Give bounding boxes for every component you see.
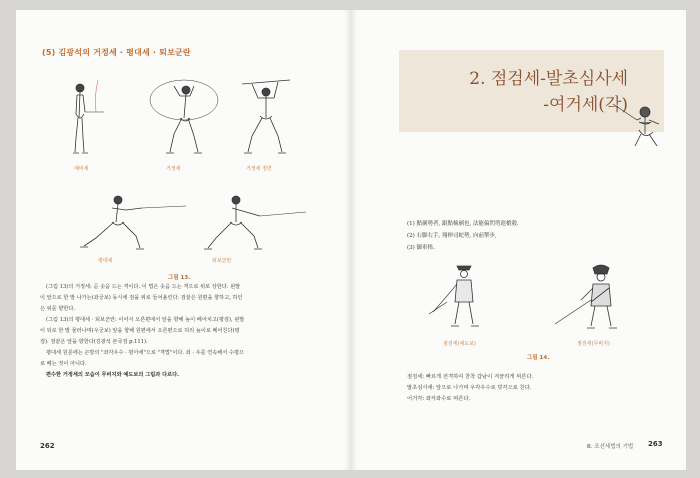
figure-toebogunran [202,190,312,252]
figure-geojeongse [144,78,219,158]
page-number: 262 [40,442,55,450]
figure-geojeongse-front [238,76,293,158]
explanations [407,372,533,405]
paragraph: (그림 13)의 평대세 · 퇴보군란: 이어서 오른편에서 앞을 향해 높이 베어치고(평검), 왼발 [46,317,245,323]
left-page [16,10,351,470]
paragraph: 이 앞으로 한 발 나가는(좌궁보) 동시에 검을 위로 들어올린다. 검끝은 원편을 향하고, 하인 [40,295,243,301]
figure-warrior-title [611,100,671,150]
paragraph: (그림 13)의 거정세: 곧 솟음 드는 격이다. 이 법은 솟음 드는 격으로 위로 상한다. 왼발 [46,284,241,290]
caption-geojeongse-front: 거정세 정면 [246,166,272,172]
paragraph: 검). 검끝은 앞을 향한다(김광석 본국검 p.111). [40,339,148,345]
caption-jeomgeomse-mubiji: 점검세(무비지) [577,341,610,347]
page-number: 263 [648,440,663,448]
explanation: 점검세: 빠르게 전격하여 찬착 갑남이 겨끔리게 찌른다. [407,374,534,380]
chapter-title-line2: -여거세(각) [543,95,628,115]
list-item: (3) 御車格. [407,245,435,251]
right-page [351,10,686,470]
figure-yebise [68,78,108,158]
paragraph: 로 베는 것이 아니다. [40,361,87,367]
figure-label: 그림 13. [168,275,191,281]
running-footer: Ⅲ. 조선세법의 기법 [587,444,634,450]
chapter-title [469,66,628,118]
explanation: 어거각: 좌각좌수로 찌른다. [407,396,471,402]
section-title: (5) 김광석의 거정세 · 평대세 · 퇴보군란 [42,48,191,57]
list-item: (1) 點劍勢者, 跟點檢劍也, 法能偏閃剪進槍殺. [407,221,519,227]
paragraph: 평대세 원문에는 곤방의 "좌각우수 · 평아세"으로 "격법"이다. 좌 · 우를 연속해서 수평으 [46,350,244,356]
paragraph-bold [40,370,320,381]
technique-list [407,218,519,254]
caption-geojeongse: 거정세 [166,166,181,172]
caption-jeomgeomse-yedobo: 점검세(예도보) [443,341,476,347]
paragraph: 이 뒤로 한 발 물러나며(우궁보) 앞을 향해 원편에서 오른편으로 허리 높이로 베어친다(평 [40,328,240,334]
caption-yebise: 예비세 [74,166,89,172]
caption-pyeongdaese: 평대세 [98,258,113,264]
caption-toebogunran: 퇴보군란 [212,258,232,264]
figure-jeomgeomse-mubiji [551,262,631,334]
chapter-title-line1: 2. 점검세-발초심사세 [469,69,628,89]
list-item: (2) 右脚右手, 翔伸司蛇勢, 向前掣步, [407,233,497,239]
body-text [40,282,320,381]
paragraph: 은 위를 향한다. [40,306,76,312]
explanation: 발초심사세: 앞으로 나가며 우각우수로 빗각으로 친다. [407,385,532,391]
figure-pyeongdaese [78,190,188,252]
figure-jeomgeomse-yedobo [427,262,497,334]
bold-note: 편수한 거정세의 모습이 무비지와 예도보의 그림과 다르다. [46,372,179,378]
figure-label: 그림 14. [527,355,550,361]
